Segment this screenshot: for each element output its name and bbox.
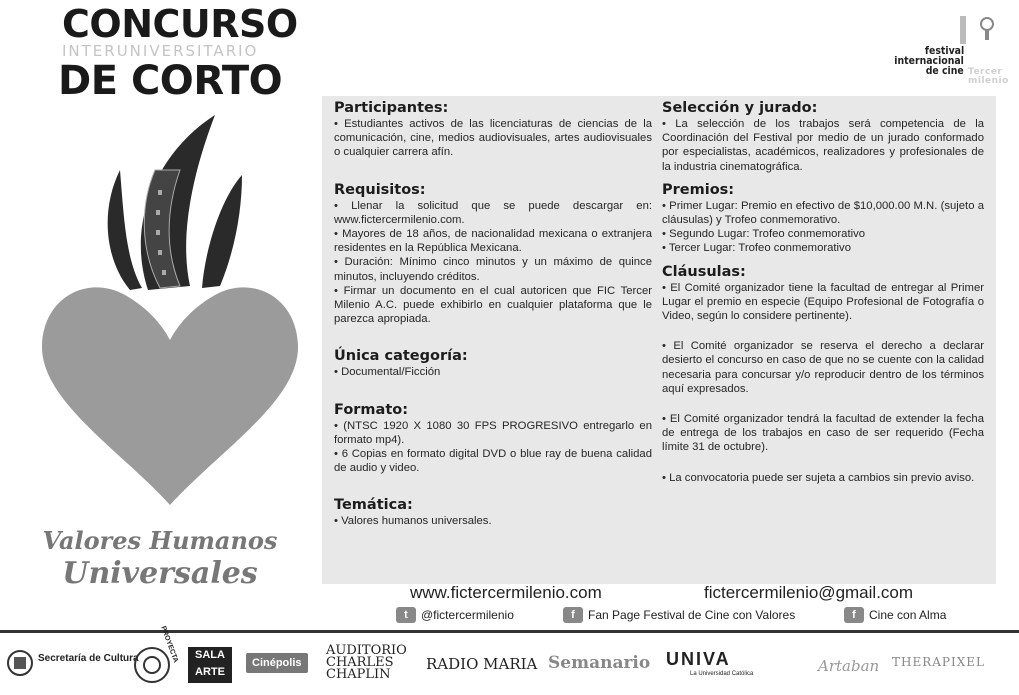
clausula-desierto — [662, 339, 984, 396]
section-title: Cláusulas: — [662, 263, 746, 280]
festival-logo — [892, 10, 1012, 90]
facebook-alt-name: Cine con Alma — [869, 608, 947, 622]
heart-flame-illustration — [30, 110, 310, 510]
section-body: • El Comité organizador se reserva el derecho a declarar desierto el concurso en caso de que no se cuente con la calidad necesaria para concursar y/o reproducir dentro de los términos aquí expresados. — [662, 340, 984, 395]
section-body: • (NTSC 1920 X 1080 30 FPS PROGRESIVO entregarlo en formato mp4). • 6 Copias en formato digital DVD o blue ray de buena calidad de audio y video. — [334, 419, 652, 475]
info-panel — [322, 96, 996, 584]
twitter-icon: t — [396, 607, 416, 623]
twitter-handle: @fictercermilenio — [421, 608, 514, 622]
section-body: • El Comité organizador tiene la facultad de entregar al Primer Lugar el premio en especie (Equipo Profesional de Fotografía o Video, según lo considere pertinente). — [662, 281, 984, 323]
section-categoria — [334, 348, 652, 379]
jalisco-seal-icon — [6, 649, 34, 677]
festival-logo-line3: de cine — [925, 64, 964, 77]
clausula-fecha — [662, 412, 984, 455]
flame-right — [202, 175, 242, 288]
info-column-right — [662, 100, 984, 485]
section-title: Temática: — [334, 497, 413, 514]
slogan-line1: Valores Humanos — [42, 526, 278, 555]
sponsor-artaban: Artaban — [818, 657, 880, 675]
section-body: • La selección de los trabajos será competencia de la Coordinación del Festival por medio de un jurado conformado por especialistas, académicos, realizadores y profesionales de la industria cinematográfica. — [662, 118, 984, 173]
website-link[interactable]: www.fictercermilenio.com — [410, 583, 602, 602]
slogan-line2: Universales — [62, 556, 258, 591]
section-premios — [662, 182, 984, 256]
festival-logo-accent: Tercer milenio — [968, 67, 1009, 86]
section-title: Premios: — [662, 181, 735, 198]
sponsor-secretaria: Secretaría de Cultura — [38, 653, 139, 664]
sponsor-semanario: Semanario — [548, 653, 651, 673]
section-body: • Primer Lugar: Premio en efectivo de $10,000.00 M.N. (sujeto a cláusulas) y Trofeo conmemorativo. • Segundo Lugar: Trofeo conmemorativo • Tercer Lugar: Trofeo conmemorativo — [662, 199, 984, 255]
sponsor-radio-maria: RADIO MARIA — [426, 655, 538, 673]
section-participantes — [334, 100, 652, 160]
sponsor-proyecta: PROYECTA — [159, 625, 180, 664]
facebook-page-name: Fan Page Festival de Cine con Valores — [588, 608, 796, 622]
section-seleccion — [662, 100, 984, 174]
sponsor-auditorio: AUDITORIO CHARLES CHAPLIN — [326, 643, 407, 682]
proyecta-logo-icon — [132, 645, 172, 685]
section-body: • Llenar la solicitud que se puede descargar en: www.fictercermilenio.com. • Mayores de 18 años, de nacionalidad mexicana o extranjera residentes en la República Mexicana. • Duración: Mínimo cinco minutos y un máximo de quince minutos, incluyendo créditos. • Firmar un documento en el cual autoricen que FIC Tercer Milenio A.C. puede exhibirlo en cualquier plataforma que le parezca apropiada. — [334, 199, 652, 326]
section-title: Requisitos: — [334, 181, 426, 198]
email-link[interactable]: fictercermilenio@gmail.com — [704, 583, 914, 602]
festival-logo-line1: festival — [924, 44, 964, 57]
twitter-link[interactable] — [396, 607, 514, 623]
section-requisitos — [334, 182, 652, 327]
section-body: • La convocatoria puede ser sujeta a cambios sin previo aviso. — [662, 471, 975, 484]
facebook-page-link[interactable] — [563, 607, 795, 623]
flame-left — [108, 170, 142, 290]
section-body: • El Comité organizador tendrá la facultad de extender la fecha de entrega de los trabajos en caso de ser requerido (Fecha límite 31 de octubre). — [662, 413, 984, 454]
facebook-icon: f — [844, 607, 864, 623]
title-interuniversitario: INTERUNIVERSITARIO — [62, 42, 259, 60]
heart-shape — [42, 287, 298, 505]
section-title: Selección y jurado: — [662, 100, 818, 116]
section-body: • Estudiantes activos de las licenciaturas de ciencias de la comunicación, cine, medios audiovisuales, artes audiovisuales o cualquier carrera afín. — [334, 118, 652, 159]
facebook-icon: f — [563, 607, 583, 623]
section-tematica — [334, 497, 652, 528]
title-de-corto: DE CORTO — [58, 58, 283, 104]
section-clausulas — [662, 264, 984, 324]
sponsor-sala-arte: SALA ARTE — [188, 647, 232, 683]
clausula-cambios — [662, 471, 984, 485]
title-concurso: CONCURSO — [62, 2, 298, 46]
festival-logo-line2: internacional — [894, 54, 964, 67]
section-body: • Documental/Ficción — [334, 366, 441, 379]
sponsor-therapixel: THERAPIXEL — [892, 655, 986, 669]
section-formato — [334, 402, 652, 476]
section-title: Formato: — [334, 401, 409, 418]
sponsor-cinepolis: Cinépolis — [246, 653, 308, 673]
section-title: Única categoría: — [334, 348, 468, 365]
section-title: Participantes: — [334, 100, 449, 116]
sponsor-univa: UNIVA — [666, 649, 731, 669]
sponsors-strip — [0, 625, 1019, 695]
section-body: • Valores humanos universales. — [334, 515, 492, 528]
sponsor-univa-sub: La Universidad Católica — [690, 671, 754, 677]
info-column-left — [334, 100, 652, 529]
facebook-alt-link[interactable] — [844, 607, 946, 623]
